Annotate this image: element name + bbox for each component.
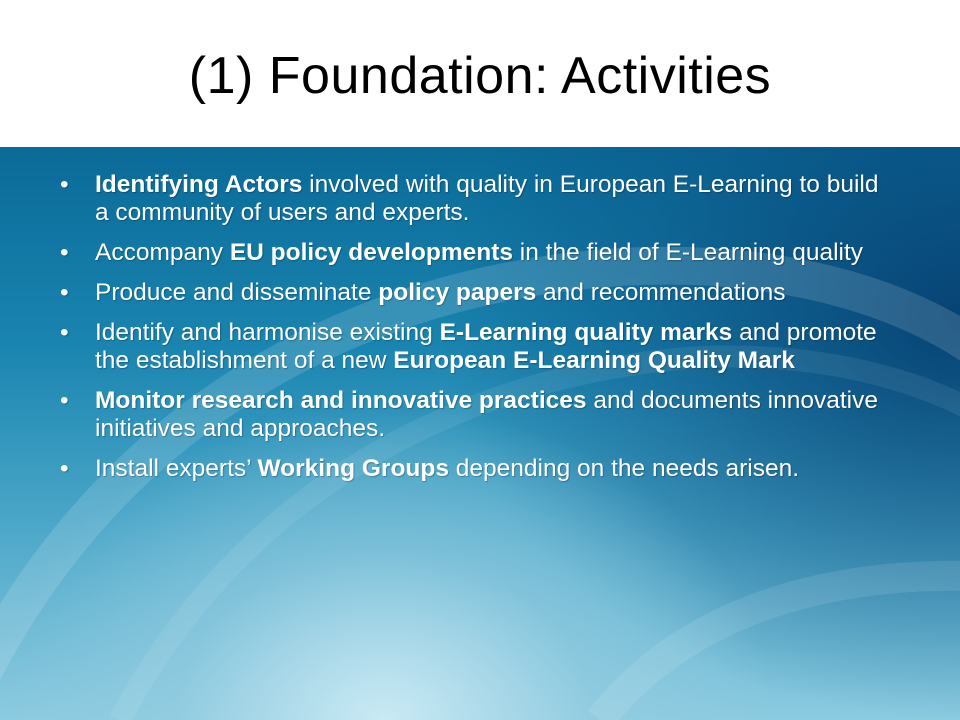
bullet-text: Install experts’ [95,455,258,482]
bullet-text: in the field of E-Learning quality [513,239,864,266]
bullet-accompany-eu-policy [0,239,960,267]
bullet-text: and promote the establishment of a new [95,319,877,374]
bullet-text: Identify and harmonise existing [95,319,440,346]
bullet-monitor-research [0,387,960,443]
bullet-emphasis: E-Learning quality marks [439,319,733,346]
bullet-emphasis: Monitor research and innovative practices [95,387,587,414]
bullet-emphasis: Identifying Actors [95,171,303,198]
bullet-text: Accompany [95,239,230,266]
bullet-text: and documents innovative initiatives and approaches. [95,387,878,442]
bullet-list [0,171,960,495]
title-area [0,0,960,147]
bullet-text: Produce and disseminate [95,279,379,306]
slide-title: (1) Foundation: Activities [188,46,772,105]
bullet-text: involved with quality in European E-Learning to build a community of users and experts. [95,171,879,226]
bullet-text: depending on the needs arisen. [448,455,800,482]
bullet-emphasis: EU policy developments [229,239,513,266]
bullet-emphasis: policy papers [378,279,537,306]
bullet-text: and recommendations [536,279,786,306]
bullet-produce-policy-papers [0,279,960,307]
bullet-working-groups [0,455,960,483]
bullet-quality-marks [0,319,960,375]
bullet-identifying-actors [0,171,960,227]
content-area [0,147,960,720]
bullet-emphasis: European E-Learning Quality Mark [393,347,795,374]
bullet-emphasis: Working Groups [257,455,449,482]
